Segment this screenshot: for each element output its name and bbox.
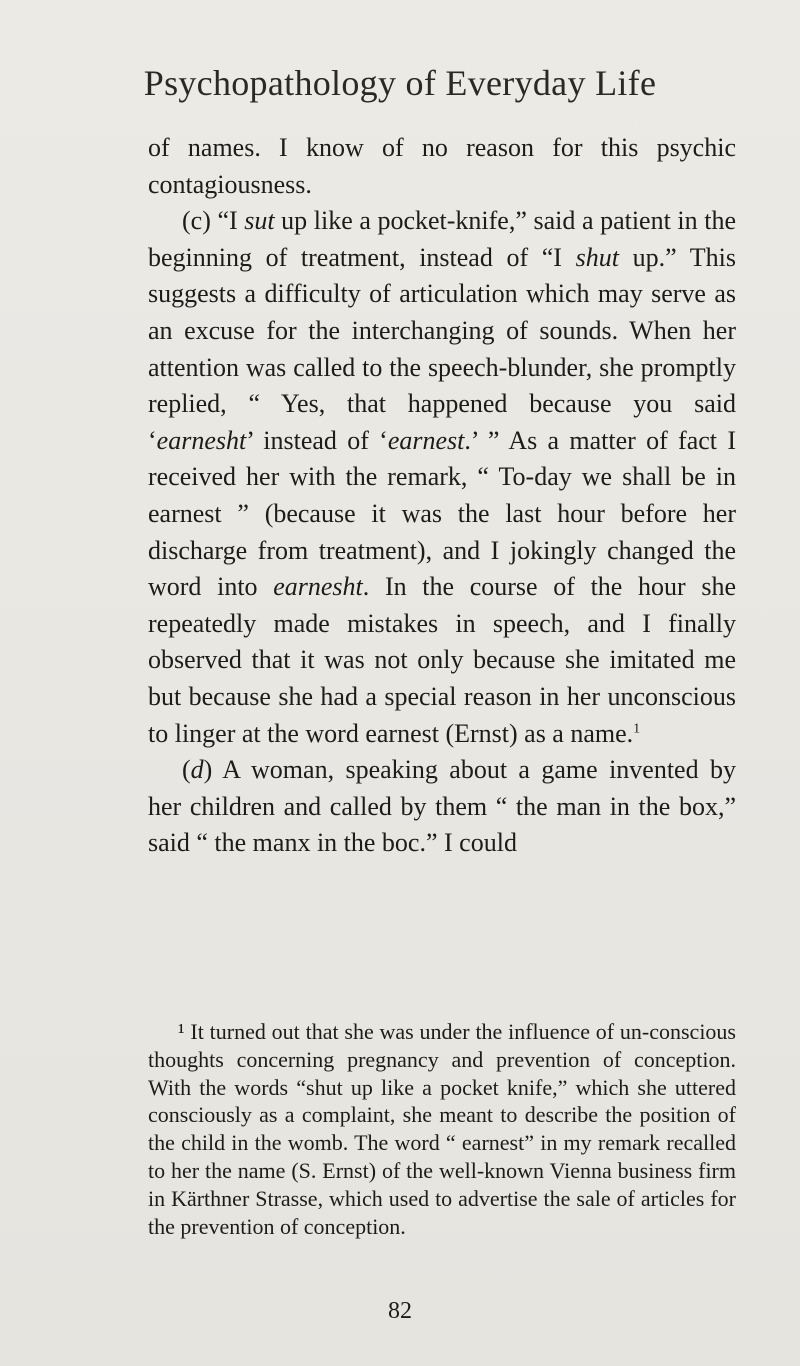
footnote [148,1018,736,1240]
page-number: 82 [388,1298,412,1324]
main-text [148,130,736,862]
footnote-marker: ¹ [178,1019,185,1044]
footnote-reference: 1 [633,720,641,736]
footnote-text: It turned out that she was under the influence of un-conscious thoughts concerning pregnancy and prevention of conception. With the words “shut up like a pocket knife,” which she uttered consciously as a complaint, she meant to describe the position of the child in the womb. The word “ earnest” in my remark recalled to her the name (S. Ernst) of the well-known Vienna business firm in Kärthner Strasse, which used to advertise the sale of articles for the prevention of conception. [148,1019,736,1239]
paragraph-continuation: of names. I know of no reason for this psychic contagiousness. [148,133,736,199]
paragraph-example-d: (d) A woman, speaking about a game invented by her children and called by them “ the man in the box,” said “ the manx in the boc.” I could [148,755,736,858]
paragraph-example-c: (c) “I sut up like a pocket-knife,” said a patient in the beginning of treatment, instead of “I shut up.” This suggests a difficulty of articulation which may serve as an excuse for the interchanging of sounds. When her attention was called to the speech-blunder, she promptly replied, “ Yes, that happened because you said ‘earnesht’ instead of ‘earnest.’ ” As a matter of fact I received her with the remark, “ To-day we shall be in earnest ” (because it was the last hour before her discharge from treatment), and I jokingly changed the word into earnesht. In the course of the hour she repeatedly made mistakes in speech, and I finally observed that it was not only because she imitated me but because she had a special reason in her unconscious to linger at the word earnest (Ernst) as a name.$^1$ [148,206,736,748]
running-title: Psychopathology of Everyday Life [143,63,657,103]
